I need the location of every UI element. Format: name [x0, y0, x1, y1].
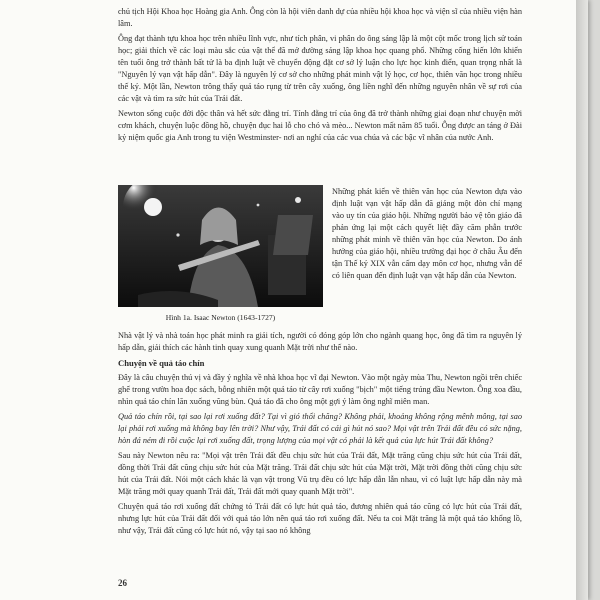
- top-text-block: [118, 6, 522, 147]
- bottom-text-block: [118, 330, 522, 540]
- paragraph: Newton sống cuộc đời độc thân và hết sức đằng trí. Tính đằng trí của ông đã trở thành những giai đoạn như chuyện mời cơm khách, chuyện luộc đồng hồ, chuyện đục hai lỗ cho chó và mèo... Newton mất năm 85 tuổi. Ông được an táng ở Đài kỷ niệm quốc gia Anh trong tu viện Westminster- nơi an nghỉ của các vua chúa và các bậc vĩ nhân của nước Anh.: [118, 109, 522, 142]
- paragraph: chủ tịch Hội Khoa học Hoàng gia Anh. Ông còn là hội viên danh dự của nhiều hội khoa học và viện sĩ của nhiều viện hàn lâm.: [118, 7, 522, 28]
- paragraph: Nhà vật lý và nhà toán học phát minh ra giải tích, người có đóng góp lớn cho ngành quang học, ông đã tìm ra nguyên lý hấp dẫn, giải thích các hành tinh quay xung quanh Mặt trời như thế nào.: [118, 331, 522, 352]
- paragraph: Sau này Newton nêu ra: "Mọi vật trên Trái đất đều chịu sức hút của Trái đất, Mặt trăng cũng chịu sức hút của Trái đất, đồng thời Trái đất cũng chịu sức hút của Mặt trăng. Trái đất chịu sức hút của Mặt trời, Mặt trời đồng thời cũng chịu sức hút của Trái đất. Nói một cách khác là vạn vật trong Vũ trụ đều có lực hấp dẫn lẫn nhau, vì có luật lực hấp dẫn này mà Mặt trăng mới quay quanh Trái đất, Trái đất mới quay quanh Mặt trời".: [118, 451, 522, 496]
- side-text: Những phát kiến về thiên văn học của Newton dựa vào định luật vạn vật hấp dẫn đã giáng một đòn chí mạng vào uy tín của giáo hội. Những người bảo vệ tôn giáo đã phản ứng lại một cách quyết liệt đầy căm phẫn trước những phát minh về thiên văn học của Newton. Do ảnh hưởng của giáo hội, nhiều trường đại học ở châu Âu đến tận Thế kỷ XIX vẫn cấm dạy môn cơ học, nhưng vẫn để có liên quan đến định luật vạn vật hấp dẫn của Newton.: [332, 187, 522, 280]
- figure-caption: Hình 1a. Isaac Newton (1643-1727): [165, 313, 276, 322]
- paragraph: Chuyện quả táo rơi xuống đất chứng tỏ Trái đất có lực hút quả táo, đương nhiên quả táo cũng có lực hút của Trái đất, nhưng lực hút của Trái đất đối với quả táo lớn nên quả táo rơi xuống đất. Nếu ta coi Mặt trăng là một quả táo khổng lồ, như vậy, Trái đất cũng có lực hút nó, vậy tại sao nó không: [118, 502, 522, 535]
- italic-text: Quả táo chín rồi, tại sao lại rơi xuống đất? Tại vì gió thổi chăng? Không phải, khoảng không rộng mênh mông, tại sao lại phải rơi xuống mà không bay lên trời? Như vậy, Trái đất có cái gì hút nó sao? Mọi vật trên Trái đất đều có sức nặng, hòn đá ném đi rồi cuộc lại rơi xuống đất, trọng lượng của mọi vật có phải là kết quả của lực hút Trái đất không?: [118, 412, 522, 445]
- paragraph: Đây là câu chuyện thú vị và đầy ý nghĩa về nhà khoa học vĩ đại Newton. Vào một ngày mùa Thu, Newton ngồi trên chiếc ghế trong vườn hoa đọc sách, bỗng nhiên một quả táo từ cây rơi xuống "bịch" một tiếng trúng đầu Newton. Ông xoa đầu, nhìn quả táo chín lăn xuống vũng bùn. Quả táo đã cho ông một gợi ý làm ông nghĩ miên man.: [118, 373, 522, 406]
- paragraph: Ông đạt thành tựu khoa học trên nhiều lĩnh vực, như tích phân, vi phân do ông sáng lập là một cột mốc trong lịch sử toán học; giải thích về các loại màu sắc của vật thể đã mở đường sáng lập khoa học quang phổ. Những cống hiến lớn khiến tên tuổi ông trở thành bất tử là ba định luật về chuyển động đặt cơ sở lý luận cho lực học kinh điển, quan trọng nhất là "Nguyên lý vạn vật hấp dẫn". Đây là nguyên lý cơ sở cho những phát minh vật lý học, cơ học, thiên văn học trong nhiều thế kỷ. Một lần, Newton trông thấy quả táo rụng từ trên cây xuống, ông liền nghĩ đến những nguyên nhân về sự rơi của các vật và tìm ra sức hút của Trái đất.: [118, 34, 522, 103]
- paragraph-italic: [118, 411, 522, 447]
- page-edge: [576, 0, 588, 600]
- page-number: 26: [118, 578, 127, 588]
- newton-portrait-image: [118, 185, 323, 307]
- figure-newton: [118, 185, 323, 322]
- section-heading: Chuyện về quả táo chín: [118, 358, 205, 368]
